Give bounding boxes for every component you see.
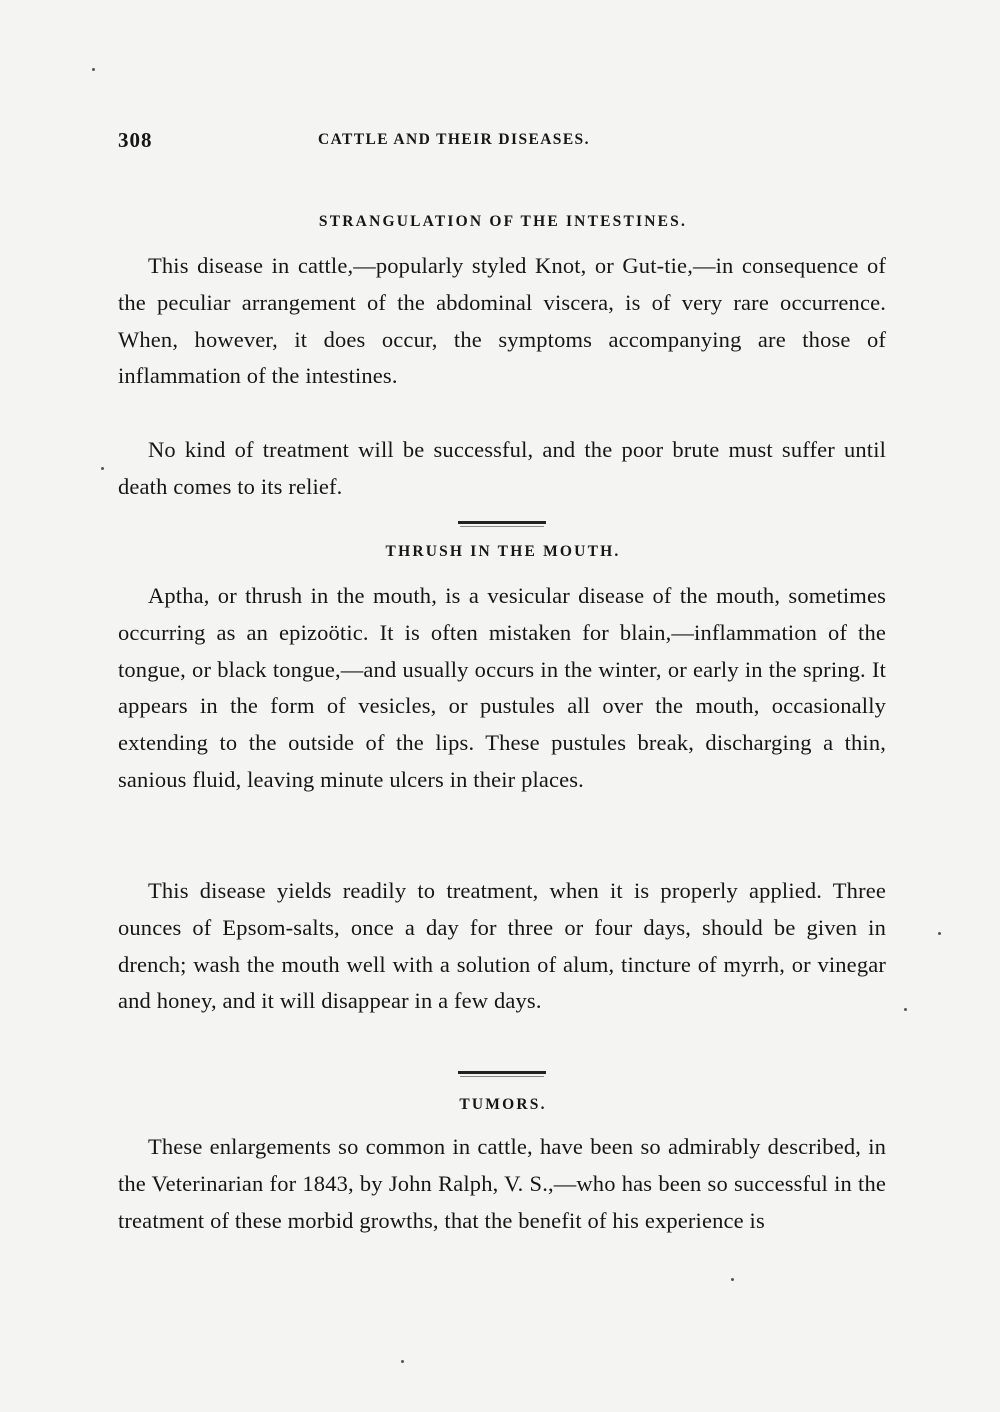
section-heading-thrush: THRUSH IN THE MOUTH. (385, 543, 621, 560)
page-number: 308 (118, 128, 153, 152)
book-title: CATTLE AND THEIR DISEASES. (318, 131, 590, 148)
scan-speck (731, 1278, 734, 1281)
paragraph-strangulation-2: No kind of treatment will be successful, and the poor brute must suffer until death comes to its relief. (118, 437, 886, 499)
section-divider (458, 521, 546, 524)
section-heading-tumors: TUMORS. (459, 1096, 547, 1113)
scan-speck (92, 68, 95, 71)
section-divider (458, 1071, 546, 1074)
scan-speck (401, 1360, 404, 1363)
section-heading-strangulation: STRANGULATION OF THE INTESTINES. (318, 213, 688, 230)
paragraph-thrush-1: Aptha, or thrush in the mouth, is a vesicular disease of the mouth, sometimes occurring as an epizoötic. It is often mistaken for blain,—inflammation of the tongue, or black tongue,—and usually occurs in the winter, or early in the spring. It appears in the form of vesicles, or pustules all over the mouth, occasionally extending to the outside of the lips. These pustules break, discharging a thin, sanious fluid, leaving minute ulcers in their places. (118, 583, 886, 792)
paragraph-thrush-2: This disease yields readily to treatment, when it is properly applied. Three ounces of Epsom-salts, once a day for three or four days, should be given in drench; wash the mouth well with a solution of alum, tincture of myrrh, or vinegar and honey, and it will disappear in a few days. (118, 878, 886, 1014)
scan-speck (904, 1008, 907, 1011)
scan-speck (101, 467, 104, 470)
paragraph-strangulation-1: This disease in cattle,—popularly styled Knot, or Gut-tie,—in consequence of the peculiar arrangement of the abdominal viscera, is of very rare occurrence. When, however, it does occur, the symptoms accompanying are those of inflammation of the intestines. (118, 253, 886, 389)
running-head (118, 128, 888, 158)
paragraph-tumors-1: These enlargements so common in cattle, have been so admirably described, in the Veterinarian for 1843, by John Ralph, V. S.,—who has been so successful in the treatment of these morbid growths, that the benefit of his experience is (118, 1134, 886, 1233)
scan-speck (938, 932, 941, 935)
